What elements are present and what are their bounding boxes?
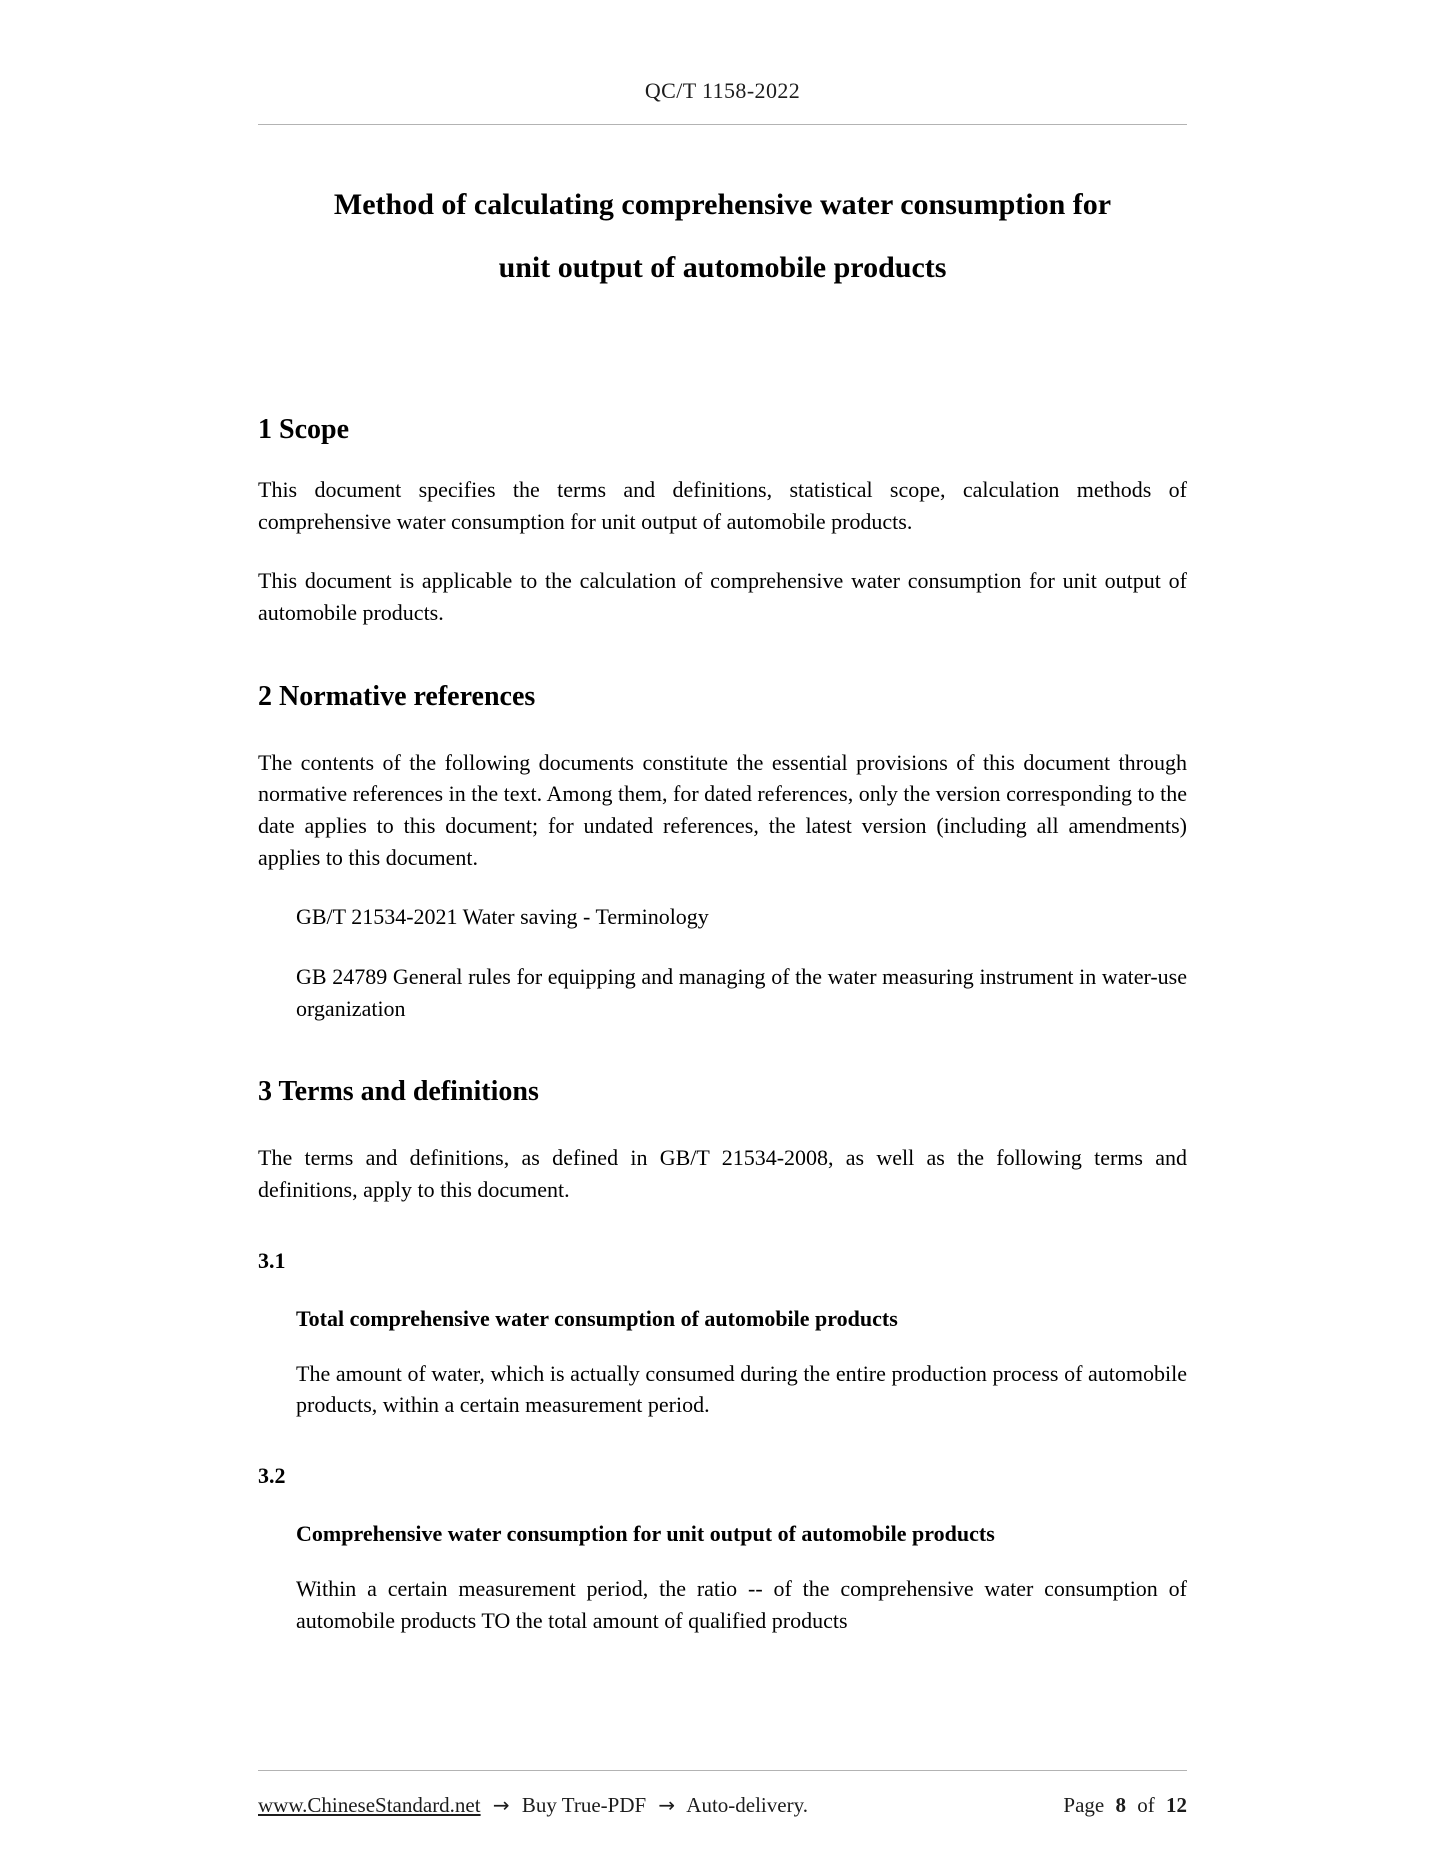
section-heading-terms-definitions: 3 Terms and definitions	[258, 1076, 539, 1108]
page-number: 8	[1115, 1793, 1126, 1817]
of-label: of	[1137, 1793, 1155, 1817]
reference-item-2: GB 24789 General rules for equipping and managing of the water measuring instrument in water-use organization	[296, 964, 1187, 1021]
page-title-line-2: unit output of automobile products	[498, 251, 947, 284]
page-footer	[258, 1770, 1187, 1818]
term-entry	[258, 1463, 1187, 1636]
footer-info	[258, 1793, 815, 1818]
header-divider	[258, 124, 1187, 125]
page-indicator	[1057, 1793, 1187, 1818]
scope-paragraph-1: This document specifies the terms and definitions, statistical scope, calculation methods of comprehensive water consumption for unit output of automobile products.	[258, 477, 1187, 534]
normative-intro-paragraph: The contents of the following documents constitute the essential provisions of this document through normative references in the text. Among them, for dated references, only the version corresponding to the date applies to this document; for undated references, the latest version (including all amendments) applies to this document.	[258, 749, 1187, 870]
page-title	[258, 173, 1187, 299]
reference-item-1: GB/T 21534-2021 Water saving - Terminology	[296, 904, 709, 930]
term-definition: Within a certain measurement period, the ratio -- of the comprehensive water consumption of automobile products TO the total amount of qualified products	[296, 1576, 1187, 1633]
footer-site-link[interactable]: www.ChineseStandard.net	[258, 1793, 481, 1817]
page-title-line-1: Method of calculating comprehensive water consumption for	[333, 188, 1112, 221]
terms-intro-paragraph: The terms and definitions, as defined in GB/T 21534-2008, as well as the following terms and definitions, apply to this document.	[258, 1145, 1187, 1203]
footer-divider	[258, 1770, 1187, 1771]
term-number: 3.2	[258, 1463, 286, 1489]
term-number: 3.1	[258, 1247, 286, 1273]
footer-delivery-label: Auto-delivery.	[686, 1793, 808, 1817]
term-title: Total comprehensive water consumption of automobile products	[296, 1305, 898, 1331]
arrow-right-icon: →	[658, 1793, 676, 1817]
term-entry	[258, 1248, 1187, 1421]
section-heading-scope: 1 Scope	[258, 414, 349, 445]
arrow-right-icon: →	[492, 1793, 510, 1817]
scope-paragraph-2: This document is applicable to the calculation of comprehensive water consumption for unit output of automobile products.	[258, 568, 1187, 626]
page-label: Page	[1063, 1793, 1105, 1817]
section-heading-normative-references: 2 Normative references	[258, 680, 536, 712]
term-title: Comprehensive water consumption for unit output of automobile products	[296, 1521, 995, 1547]
term-definition: The amount of water, which is actually consumed during the entire production process of automobile products, within a certain measurement period.	[296, 1360, 1187, 1418]
total-pages: 12	[1166, 1793, 1187, 1817]
footer-buy-label: Buy True-PDF	[521, 1793, 647, 1817]
doc-number: QC/T 1158-2022	[644, 78, 801, 103]
